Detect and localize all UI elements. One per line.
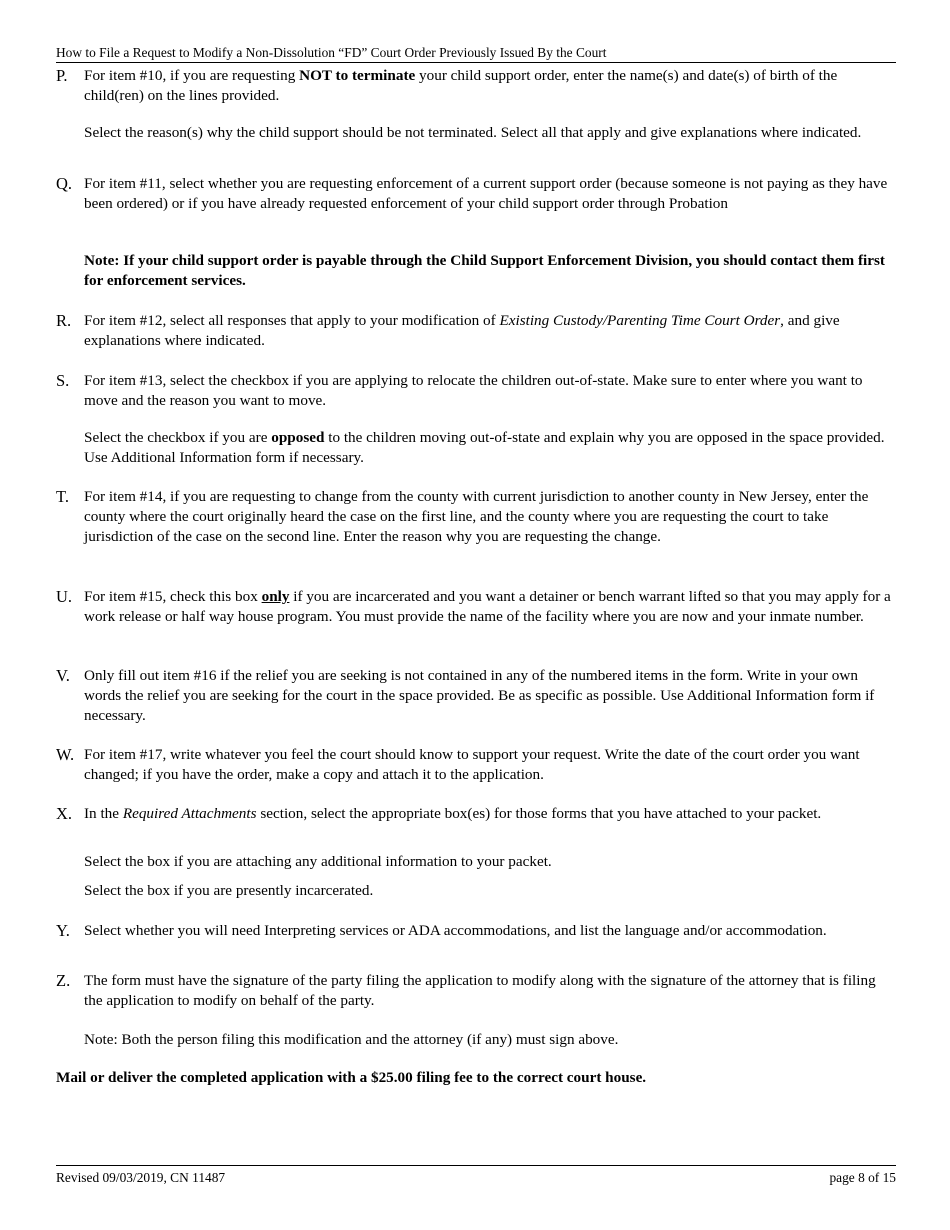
instruction-s bbox=[56, 371, 896, 411]
item-letter: Z. bbox=[56, 971, 71, 990]
item-letter: R. bbox=[56, 311, 72, 330]
instruction-z bbox=[56, 971, 896, 1011]
item-letter: V. bbox=[56, 666, 70, 685]
item-letter: P. bbox=[56, 66, 68, 85]
enforcement-note: Note: If your child support order is payable through the Child Support Enforcement Division, you should contact them first for enforcement services. bbox=[84, 252, 885, 289]
instruction-p-sub: Select the reason(s) why the child support should be not terminated. Select all that apply and give explanations where indicated. bbox=[84, 124, 862, 141]
instruction-text: Only fill out item #16 if the relief you are seeking is not contained in any of the numbered items in the form. Write in your own words the relief you are seeking for the court in the space provided. Be as specific as possible. Use Additional Information form if necessary. bbox=[84, 667, 875, 724]
instruction-x bbox=[56, 804, 896, 824]
instruction-s-sub: Select the checkbox if you are opposed to the children moving out-of-state and explain why you are opposed in the space provided. Use Additional Information form if necessary. bbox=[84, 429, 885, 466]
instruction-v bbox=[56, 666, 896, 726]
item-letter: Y. bbox=[56, 921, 70, 940]
item-letter: Q. bbox=[56, 174, 73, 193]
instruction-x-sub-1: Select the box if you are attaching any additional information to your packet. bbox=[84, 853, 552, 870]
instruction-text: For item #15, check this box only if you are incarcerated and you want a detainer or bench warrant lifted so that you may apply for a work release or half way house program. You must provide the name of the facility where you are now and your inmate number. bbox=[84, 588, 891, 625]
instruction-text: For item #11, select whether you are requesting enforcement of a current support order (because someone is not paying as they have been ordered) or if you have already requested enforcement of your child support order through Probation bbox=[84, 175, 888, 212]
item-letter: S. bbox=[56, 371, 70, 390]
instruction-text: For item #10, if you are requesting NOT to terminate your child support order, enter the name(s) and date(s) of birth of the child(ren) on the lines provided. bbox=[84, 67, 838, 104]
instruction-text: For item #14, if you are requesting to change from the county with current jurisdiction to another county in New Jersey, enter the county where the court originally heard the case on the first line, and the county where you are requesting the court to take jurisdiction of the case on the second line. Enter the reason why you are requesting the change. bbox=[84, 488, 869, 545]
instruction-q bbox=[56, 174, 896, 214]
item-letter: X. bbox=[56, 804, 73, 823]
instruction-x-sub-2: Select the box if you are presently incarcerated. bbox=[84, 882, 374, 899]
item-letter: T. bbox=[56, 487, 69, 506]
instruction-text: For item #13, select the checkbox if you are applying to relocate the children out-of-state. Make sure to enter where you want to move and the reason you want to move. bbox=[84, 372, 863, 409]
instruction-text: Select whether you will need Interpreting services or ADA accommodations, and list the language and/or accommodation. bbox=[84, 922, 827, 939]
running-header: How to File a Request to Modify a Non-Dissolution “FD” Court Order Previously Issued By the Court bbox=[56, 44, 896, 63]
instruction-text: For item #17, write whatever you feel the court should know to support your request. Write the date of the court order you want changed; if you have the order, make a copy and attach it to the application. bbox=[84, 746, 860, 783]
instruction-p bbox=[56, 66, 896, 106]
item-letter: W. bbox=[56, 745, 75, 764]
revision-info: Revised 09/03/2019, CN 11487 bbox=[56, 1170, 226, 1185]
page-footer bbox=[56, 1165, 896, 1186]
instruction-text: In the Required Attachments section, select the appropriate box(es) for those forms that you have attached to your packet. bbox=[84, 805, 822, 822]
instruction-r bbox=[56, 311, 896, 351]
instruction-y bbox=[56, 921, 896, 941]
item-letter: U. bbox=[56, 587, 73, 606]
instruction-t bbox=[56, 487, 896, 547]
signature-note: Note: Both the person filing this modification and the attorney (if any) must sign above. bbox=[84, 1031, 619, 1048]
instruction-u bbox=[56, 587, 896, 627]
instruction-w bbox=[56, 745, 896, 785]
closing-instruction: Mail or deliver the completed application with a $25.00 filing fee to the correct court house. bbox=[56, 1069, 647, 1086]
page-number: page 8 of 15 bbox=[829, 1170, 896, 1185]
instruction-text: For item #12, select all responses that apply to your modification of Existing Custody/Parenting Time Court Order, and give explanations where indicated. bbox=[84, 312, 840, 349]
instruction-text: The form must have the signature of the party filing the application to modify along with the signature of the attorney that is filing the application to modify on behalf of the party. bbox=[84, 972, 876, 1009]
